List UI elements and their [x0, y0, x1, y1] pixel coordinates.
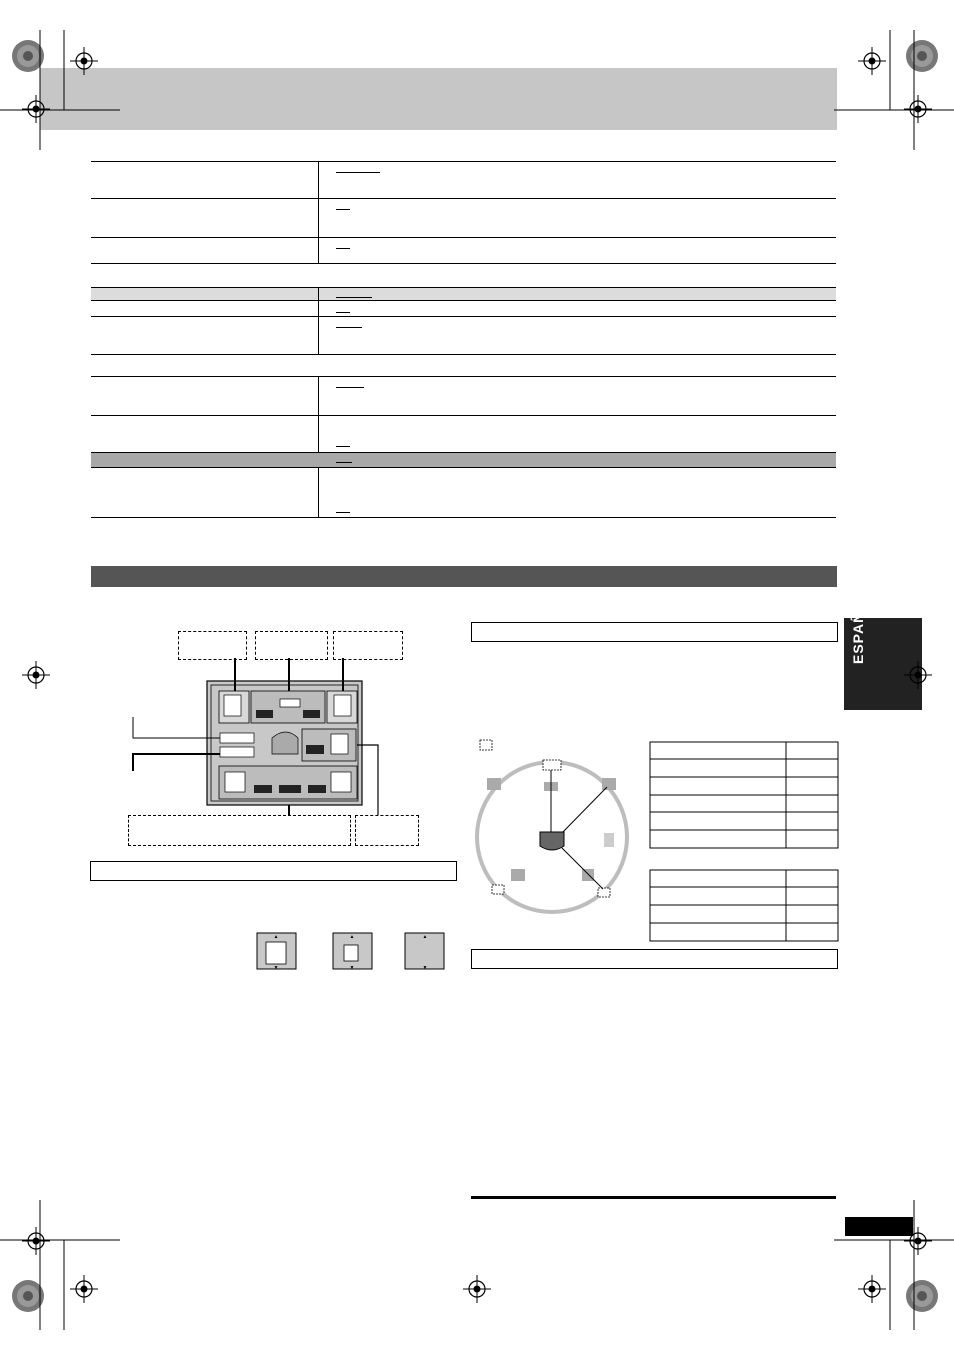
- svg-text:▼: ▼: [422, 965, 428, 971]
- svg-text:▲: ▲: [273, 934, 279, 940]
- registration-mark-icon: [22, 1227, 50, 1255]
- corner-disc-icon: [906, 40, 938, 72]
- registration-mark-icon: [858, 1275, 886, 1303]
- svg-text:▲: ▲: [422, 934, 428, 940]
- registration-mark-icon: [858, 47, 886, 75]
- corner-disc-icon: [12, 1280, 44, 1312]
- distance-table-upper: [650, 742, 838, 848]
- svg-text:▲: ▲: [349, 934, 355, 940]
- speaker-settings-panel: [207, 681, 362, 805]
- speaker-size-small-icon: [333, 933, 372, 971]
- crop-marks: [0, 30, 954, 1330]
- registration-mark-icon: [70, 1275, 98, 1303]
- svg-text:▼: ▼: [273, 965, 279, 971]
- listening-position-icon: [540, 832, 564, 850]
- svg-text:▼: ▼: [349, 965, 355, 971]
- speaker-size-large-icon: [257, 933, 296, 971]
- distance-table-lower: [650, 870, 838, 941]
- speaker-placement-diagram: [477, 740, 627, 912]
- language-tab-label: ESPAÑOL: [850, 590, 866, 664]
- registration-mark-icon: [904, 1227, 932, 1255]
- registration-mark-icon: [70, 47, 98, 75]
- registration-mark-icon: [22, 661, 50, 689]
- corner-disc-icon: [12, 40, 44, 72]
- speaker-none-icon: [405, 933, 444, 971]
- registration-mark-icon: [904, 661, 932, 689]
- corner-disc-icon: [906, 1280, 938, 1312]
- registration-mark-icon: [22, 95, 50, 123]
- registration-mark-icon: [463, 1275, 491, 1303]
- registration-mark-icon: [904, 95, 932, 123]
